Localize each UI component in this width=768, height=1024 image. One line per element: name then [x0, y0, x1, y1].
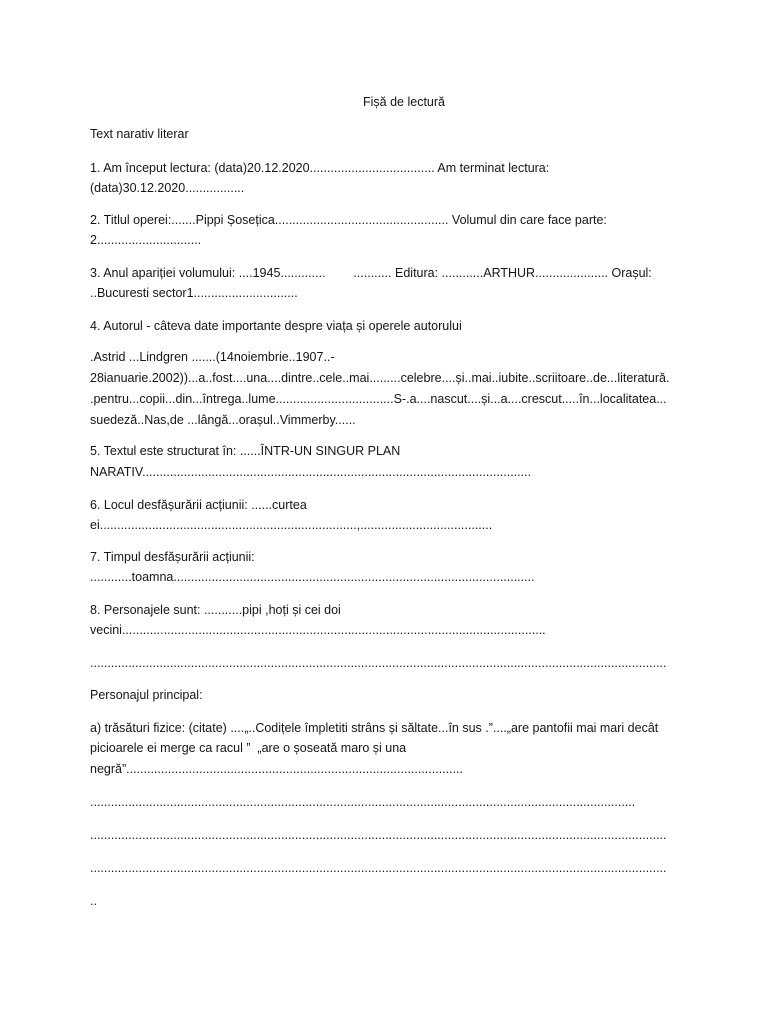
item-8-line-1: 8. Personajele sunt: ...........pipi ,hoți și cei doi [90, 603, 341, 617]
item-5-line-1: 5. Textul este structurat în: ......ÎNTR-UN SINGUR PLAN [90, 444, 401, 458]
item-6-line-1: 6. Locul desfășurării acțiunii: ......curtea [90, 498, 307, 512]
dotted-line: ............................................................................................................................................................. [90, 795, 636, 809]
item-2-line-2: 2.............................. [90, 233, 202, 247]
item-3-line-1: 3. Anul apariției volumului: ....1945............. ........... Editura: ............ARTHUR..................... Orașul: [90, 266, 652, 280]
author-details-line-2: 28ianuarie.2002))...a..fost....una....dintre..cele..mai.........celebre....și..mai..iubite..scriitoare..de...literatură. [90, 371, 670, 385]
author-details-line-3: .pentru...copii...din...întrega..lume..................................S-.a....nascut....și...a....crescut.....în...localitatea... [90, 392, 667, 406]
physical-traits-line-1: a) trăsături fizice: (citate) ....„..Codițele împletiti strâns și săltate...în sus .”....„are pantofii mai mari decât [90, 721, 659, 735]
physical-traits-line-2: picioarele ei merge ca racul ” „are o șoseată maro și una [90, 741, 407, 755]
item-7-line-1: 7. Timpul desfășurării acțiunii: [90, 550, 255, 564]
author-details-line-4: suedeză..Nas,de ...lângă...orașul..Vimmerby...... [90, 413, 356, 427]
dotted-line: ...................................................................................................................................................................... [90, 828, 667, 842]
item-1-line-1: 1. Am început lectura: (data)20.12.2020.................................... Am terminat lectura: [90, 161, 550, 175]
physical-traits-line-3: negră”................................................................................................. [90, 762, 464, 776]
item-1-line-2: (data)30.12.2020................. [90, 181, 245, 195]
item-3-line-2: ..Bucuresti sector1.............................. [90, 286, 298, 300]
page-title: Fișă de lectură [363, 95, 445, 109]
item-7-line-2: ............toamna........................................................................................................ [90, 570, 535, 584]
item-6-line-2: ei..........................................................................,...................................... [90, 518, 493, 532]
dotted-line: ...................................................................................................................................................................... [90, 861, 667, 875]
author-details-line-1: .Astrid ...Lindgren .......(14noiembrie..1907..- [90, 350, 335, 364]
section-subtitle: Text narativ literar [90, 127, 189, 141]
dotted-line: ...................................................................................................................................................................... [90, 656, 667, 670]
main-character-heading: Personajul principal: [90, 688, 203, 702]
item-2-line-1: 2. Titlul operei:.......Pippi Șosețica.................................................. Volumul din care face parte: [90, 213, 607, 227]
item-5-line-2: NARATIV................................................................................................................ [90, 465, 532, 479]
item-8-line-2: vecini.......................................................................................................................... [90, 623, 546, 637]
item-4-line-1: 4. Autorul - câteva date importante despre viața și operele autorului [90, 319, 462, 333]
trailing-dots: .. [90, 894, 97, 908]
